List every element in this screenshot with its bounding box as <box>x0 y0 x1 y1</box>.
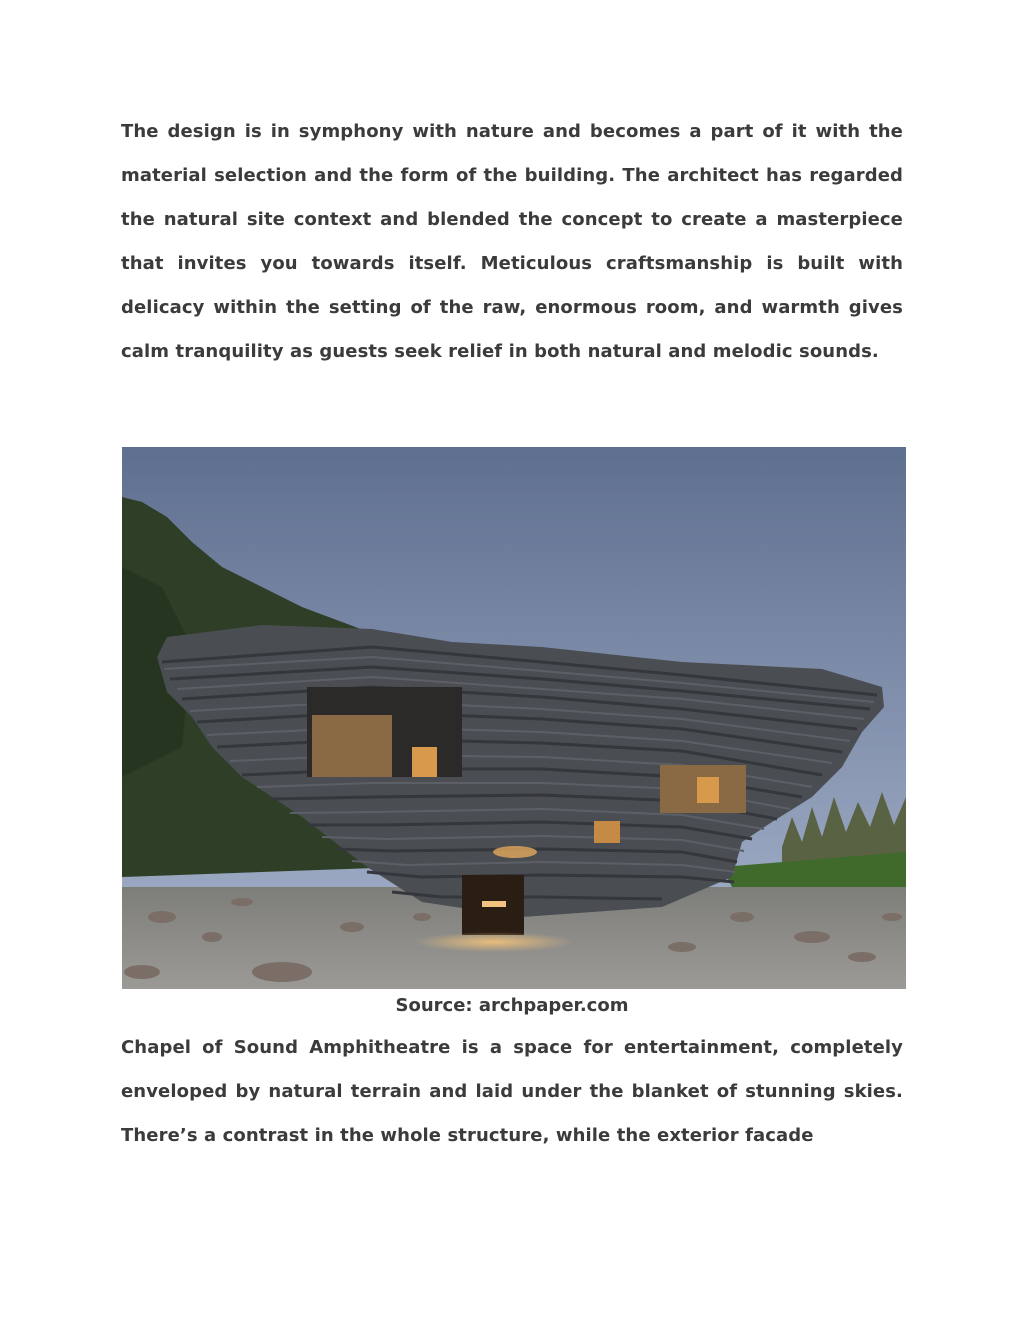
body-paragraph-design: The design is in symphony with nature and becomes a part of it with the material selection and the form of the building. The architect has regarded the natural site context and blended the concept to create a masterpiece that invites you towards itself. Meticulous craftsmanship is built with delicacy within the setting of the raw, enormous room, and warmth gives calm tranquility as guests seek relief in both natural and melodic sounds. <box>121 121 903 362</box>
body-paragraph-chapel: Chapel of Sound Amphitheatre is a space for entertainment, completely enveloped by natural terrain and laid under the blanket of stunning skies. There’s a contrast in the whole structure, while the exterior facade <box>121 1037 903 1146</box>
photo-illustration <box>122 447 906 989</box>
chapel-of-sound-photo <box>122 447 906 989</box>
figure-caption: Source: archpaper.com <box>395 995 629 1016</box>
small-window <box>594 821 620 843</box>
